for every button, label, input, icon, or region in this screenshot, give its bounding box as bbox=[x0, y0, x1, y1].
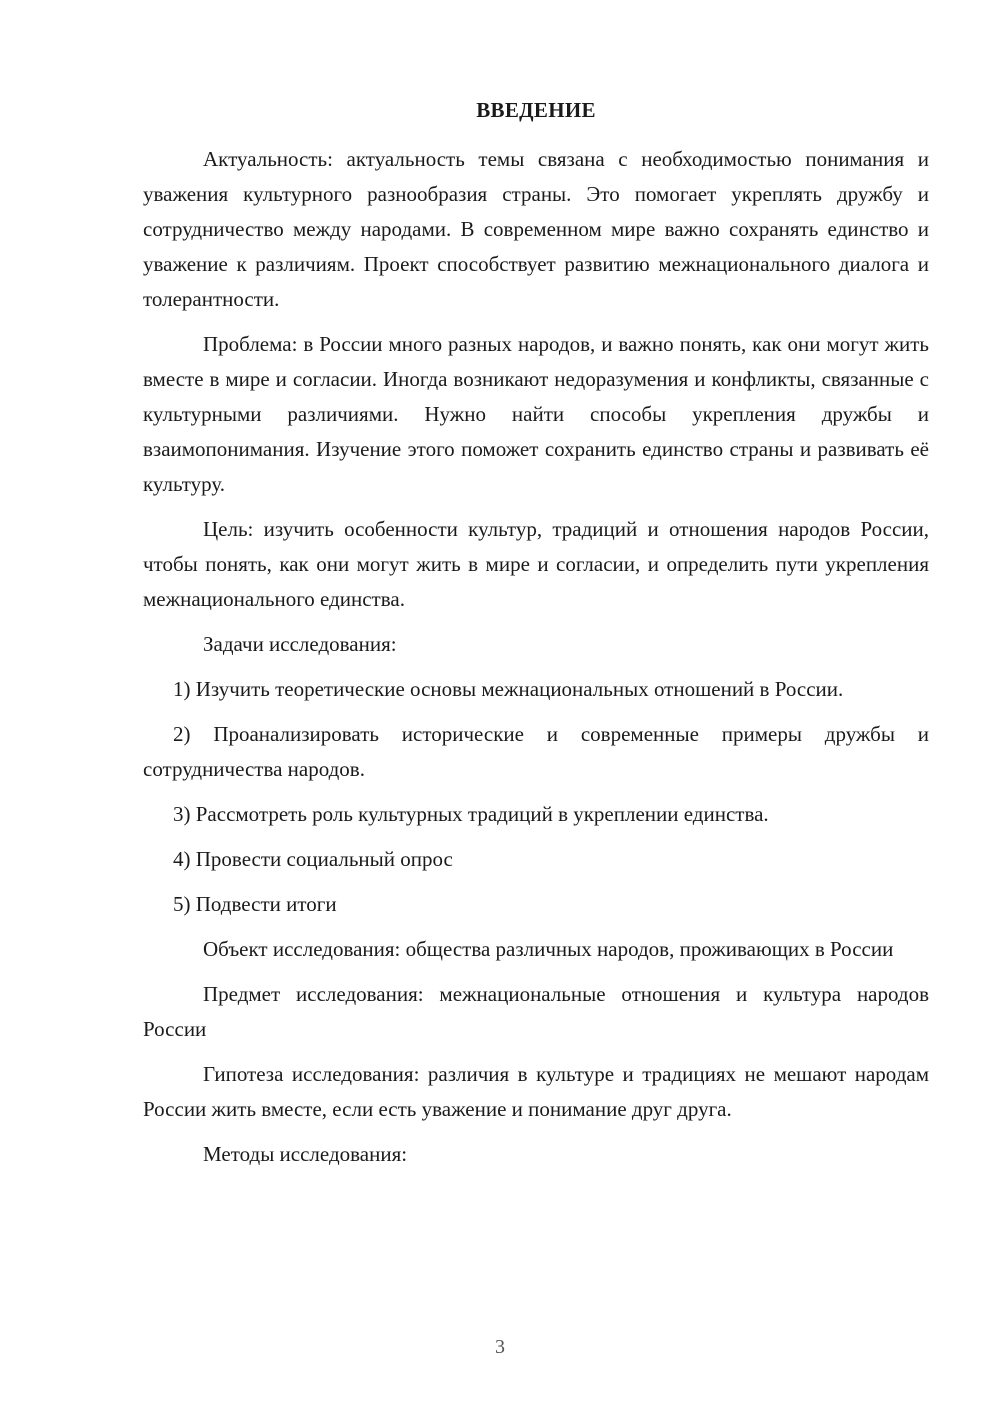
methods-heading: Методы исследования: bbox=[203, 1142, 408, 1166]
hypothesis-paragraph: Гипотеза исследования: различия в культуре и традициях не мешают народам России жить вместе, если есть уважение и понимание друг друга. bbox=[143, 1062, 929, 1121]
page-number: 3 bbox=[495, 1336, 505, 1358]
task-item: 1) Изучить теоретические основы межнациональных отношений в России. bbox=[173, 677, 844, 701]
relevance-paragraph: Актуальность: актуальность темы связана с необходимостью понимания и уважения культурного разнообразия страны. Это помогает укреплять дружбу и сотрудничество между народами. В современном мире важно сохранять единство и уважение к различиям. Проект способствует развитию межнационального диалога и толерантности. bbox=[143, 147, 929, 311]
document-page bbox=[143, 96, 929, 1182]
problem-paragraph: Проблема: в России много разных народов, и важно понять, как они могут жить вместе в мире и согласии. Иногда возникают недоразумения и конфликты, связанные с культурными различиями. Нужно найти способы укрепления дружбы и взаимопонимания. Изучение этого поможет сохранить единство страны и развивать её культуру. bbox=[143, 332, 929, 496]
task-item: 4) Провести социальный опрос bbox=[173, 847, 453, 871]
object-paragraph: Объект исследования: общества различных народов, проживающих в России bbox=[203, 937, 894, 961]
task-item: 3) Рассмотреть роль культурных традиций в укреплении единства. bbox=[173, 802, 769, 826]
subject-paragraph: Предмет исследования: межнациональные отношения и культура народов России bbox=[143, 982, 929, 1041]
tasks-heading: Задачи исследования: bbox=[203, 632, 397, 656]
task-item: 2) Проанализировать исторические и современные примеры дружбы и сотрудничества народов. bbox=[143, 722, 929, 781]
section-title: ВВЕДЕНИЕ bbox=[476, 98, 596, 122]
goal-paragraph: Цель: изучить особенности культур, традиций и отношения народов России, чтобы понять, как они могут жить в мире и согласии, и определить пути укрепления межнационального единства. bbox=[143, 517, 929, 611]
task-item: 5) Подвести итоги bbox=[173, 892, 337, 916]
